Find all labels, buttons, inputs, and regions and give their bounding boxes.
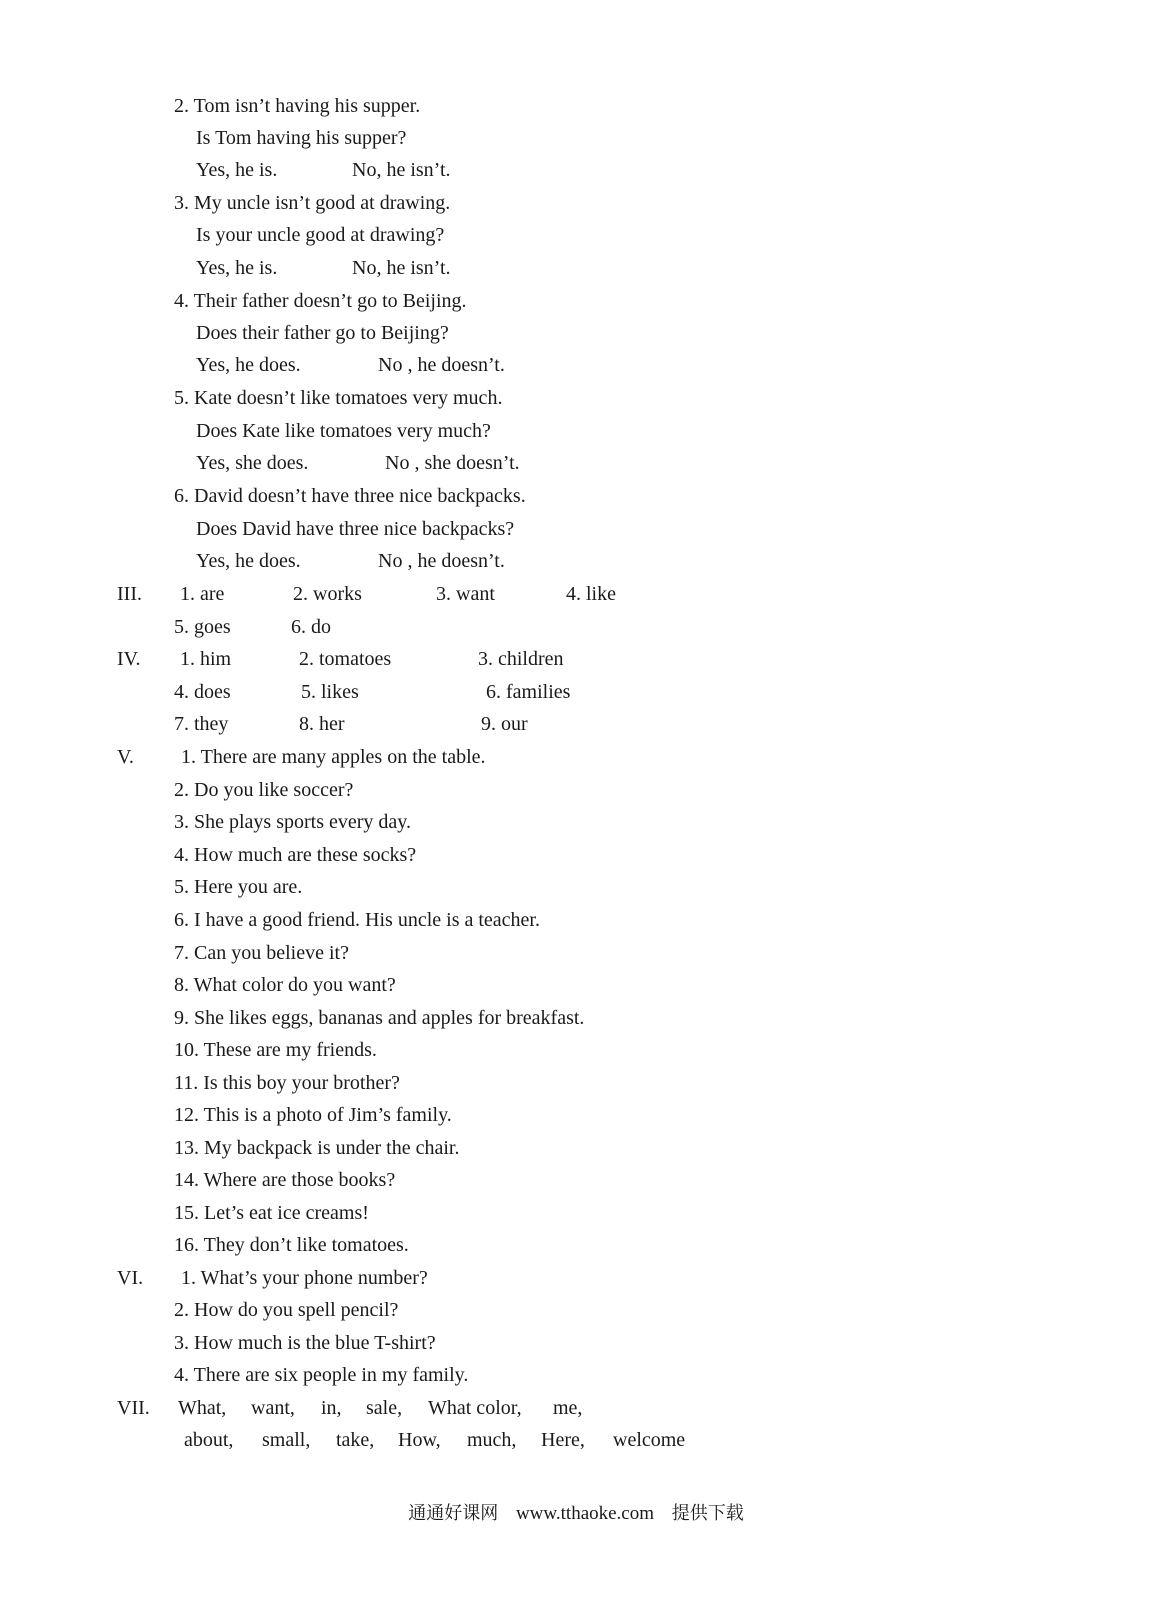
statement: 5. Kate doesn’t like tomatoes very much.: [174, 387, 503, 409]
footer-url[interactable]: www.tthaoke.com: [515, 1503, 655, 1524]
answer-item: 5. likes: [301, 681, 359, 703]
answer-item: 7. they: [174, 713, 229, 735]
yes-answer: Yes, he is.: [196, 159, 278, 181]
answer-item: 1. are: [180, 583, 225, 605]
answer-sentence: 14. Where are those books?: [174, 1169, 396, 1191]
answer-item: 1. him: [180, 648, 232, 670]
answer-item: 3. want: [436, 583, 495, 605]
answer-word: much,: [467, 1429, 517, 1451]
answer-sentence: 4. How much are these socks?: [174, 844, 417, 866]
yes-answer: Yes, he does.: [196, 550, 301, 572]
answer-item: 4. like: [566, 583, 616, 605]
answer-sentence: 3. How much is the blue T-shirt?: [174, 1332, 436, 1354]
answer-item: 5. goes: [174, 616, 231, 638]
answer-word: small,: [262, 1429, 311, 1451]
no-answer: No, he isn’t.: [352, 257, 451, 279]
statement: 2. Tom isn’t having his supper.: [174, 95, 421, 117]
answer-sentence: 2. How do you spell pencil?: [174, 1299, 399, 1321]
no-answer: No , she doesn’t.: [385, 452, 520, 474]
answer-word: How,: [398, 1429, 441, 1451]
answer-sentence: 7. Can you believe it?: [174, 942, 349, 964]
answer-item: 9. our: [481, 713, 528, 735]
section-numeral: V.: [117, 746, 134, 768]
answer-sentence: 2. Do you like soccer?: [174, 779, 354, 801]
footer-tagline: 提供下载: [671, 1503, 744, 1524]
yes-answer: Yes, he does.: [196, 354, 301, 376]
yes-answer: Yes, she does.: [196, 452, 309, 474]
question: Is your uncle good at drawing?: [196, 224, 445, 246]
question: Does David have three nice backpacks?: [196, 518, 515, 540]
answer-word: about,: [184, 1429, 234, 1451]
section-numeral: VI.: [117, 1267, 144, 1289]
page-footer: [0, 1502, 1152, 1526]
answer-sentence: 16. They don’t like tomatoes.: [174, 1234, 409, 1256]
answer-word: in,: [321, 1397, 342, 1419]
section-numeral: VII.: [117, 1397, 150, 1419]
answer-word: Here,: [541, 1429, 585, 1451]
question: Does Kate like tomatoes very much?: [196, 420, 491, 442]
question: Is Tom having his supper?: [196, 127, 407, 149]
footer-site-name: 通通好课网: [408, 1503, 499, 1524]
statement: 3. My uncle isn’t good at drawing.: [174, 192, 451, 214]
answer-sentence: 1. There are many apples on the table.: [181, 746, 486, 768]
answer-sentence: 11. Is this boy your brother?: [174, 1072, 400, 1094]
answer-item: 6. do: [291, 616, 331, 638]
answer-sentence: 4. There are six people in my family.: [174, 1364, 469, 1386]
statement: 4. Their father doesn’t go to Beijing.: [174, 290, 467, 312]
answer-sentence: 5. Here you are.: [174, 876, 303, 898]
answer-item: 4. does: [174, 681, 231, 703]
statement: 6. David doesn’t have three nice backpacks.: [174, 485, 526, 507]
answer-word: What color,: [428, 1397, 522, 1419]
answer-item: 6. families: [486, 681, 571, 703]
answer-item: 2. tomatoes: [299, 648, 392, 670]
no-answer: No , he doesn’t.: [378, 550, 505, 572]
answer-item: 8. her: [299, 713, 345, 735]
question: Does their father go to Beijing?: [196, 322, 449, 344]
answer-sentence: 8. What color do you want?: [174, 974, 396, 996]
answer-item: 2. works: [293, 583, 362, 605]
answer-word: me,: [553, 1397, 583, 1419]
no-answer: No , he doesn’t.: [378, 354, 505, 376]
section-numeral: IV.: [117, 648, 141, 670]
yes-answer: Yes, he is.: [196, 257, 278, 279]
answer-sentence: 6. I have a good friend. His uncle is a teacher.: [174, 909, 540, 931]
answer-sentence: 15. Let’s eat ice creams!: [174, 1202, 369, 1224]
section-numeral: III.: [117, 583, 142, 605]
answer-sentence: 10. These are my friends.: [174, 1039, 377, 1061]
answer-word: welcome: [613, 1429, 686, 1451]
answer-sentence: 9. She likes eggs, bananas and apples for breakfast.: [174, 1007, 585, 1029]
answer-sentence: 13. My backpack is under the chair.: [174, 1137, 460, 1159]
answer-sentence: 3. She plays sports every day.: [174, 811, 411, 833]
answer-sentence: 12. This is a photo of Jim’s family.: [174, 1104, 452, 1126]
answer-word: take,: [336, 1429, 375, 1451]
answer-word: What,: [178, 1397, 227, 1419]
answer-item: 3. children: [478, 648, 564, 670]
answer-sentence: 1. What’s your phone number?: [181, 1267, 428, 1289]
answer-word: want,: [251, 1397, 295, 1419]
no-answer: No, he isn’t.: [352, 159, 451, 181]
answer-word: sale,: [366, 1397, 403, 1419]
